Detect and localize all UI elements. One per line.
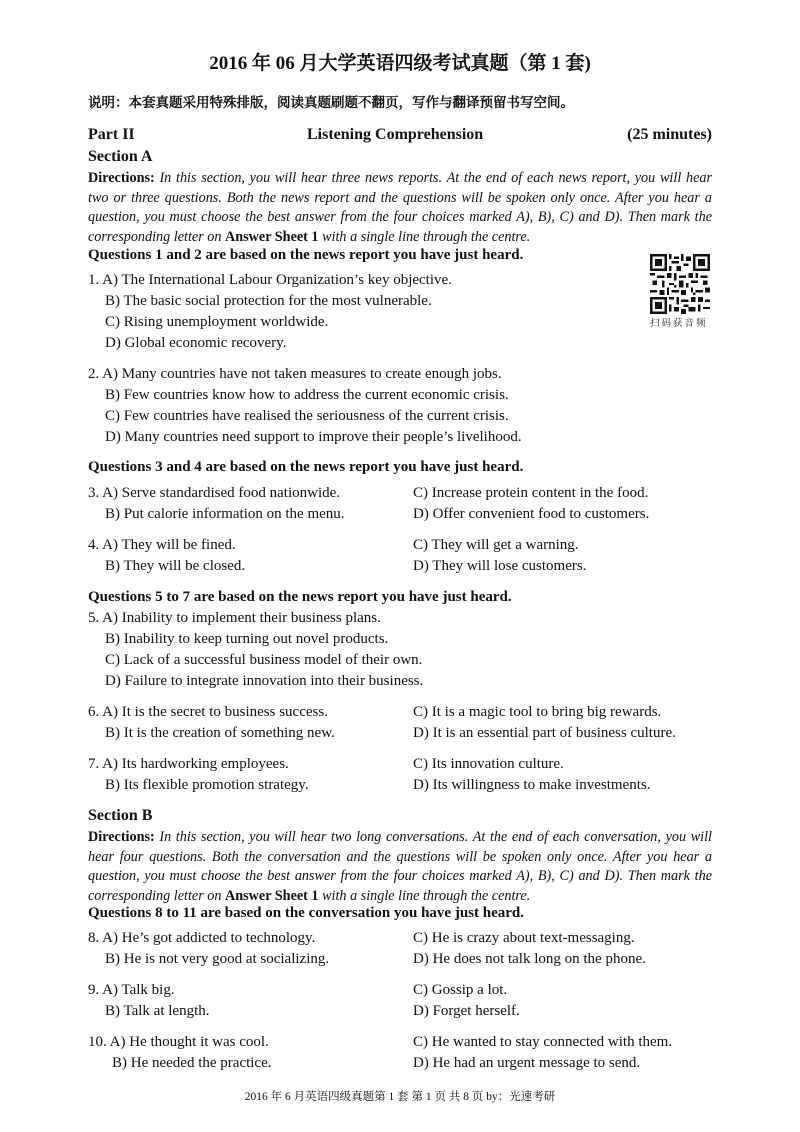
q8-option-d: D) He does not talk long on the phone.	[413, 951, 646, 967]
q9-option-c: C) Gossip a lot.	[413, 982, 508, 998]
q9-option-a: 9. A) Talk big.	[88, 982, 175, 998]
q7-option-c: C) Its innovation culture.	[413, 756, 564, 772]
q10-option-a: 10. A) He thought it was cool.	[88, 1034, 269, 1050]
q6-option-c: C) It is a magic tool to bring big rewards.	[413, 704, 662, 720]
q6-option-b: B) It is the creation of something new.	[105, 725, 335, 741]
q1-option-b: B) The basic social protection for the most vulnerable.	[105, 293, 432, 309]
question-group-heading: Questions 3 and 4 are based on the news report you have just heard.	[88, 459, 524, 475]
part-number: Part II	[88, 126, 135, 143]
q2-option-c: C) Few countries have realised the seriousness of the current crisis.	[105, 408, 509, 424]
directions-text: with a single line through the centre.	[322, 887, 531, 904]
section-b-title: Section B	[88, 807, 153, 824]
answer-sheet-label: Answer Sheet 1	[225, 887, 319, 904]
q2-option-a: 2. A) Many countries have not taken measures to create enough jobs.	[88, 366, 502, 382]
directions-text: hear two or three questions. Both the news report and the questions will be spoken only once. After	[88, 170, 713, 206]
q8-option-c: C) He is crazy about text-messaging.	[413, 930, 635, 946]
q2-option-d: D) Many countries need support to improve their people’s livelihood.	[105, 429, 522, 445]
q3-option-d: D) Offer convenient food to customers.	[413, 506, 650, 522]
part-name: Listening Comprehension	[307, 126, 484, 143]
q6-option-a: 6. A) It is the secret to business success.	[88, 704, 328, 720]
q2-option-b: B) Few countries know how to address the current economic crisis.	[105, 387, 509, 403]
directions-text: In this section, you will hear three news reports. At the end of each news report, you will	[159, 170, 682, 186]
directions-text: you hear a question, you must choose the best answer from the four choices marked A), B), C) and	[88, 189, 712, 225]
directions-text: D). Then mark the corresponding letter on	[88, 209, 713, 245]
answer-sheet-label: Answer Sheet 1	[225, 228, 319, 245]
q8-option-b: B) He is not very good at socializing.	[105, 951, 330, 967]
page-footer: 2016 年 6 月英语四级真题第 1 套 第 1 页 共 8 页 by：光速考研	[244, 1091, 556, 1103]
question-group-heading: Questions 1 and 2 are based on the news report you have just heard.	[88, 247, 524, 263]
q5-option-d: D) Failure to integrate innovation into their business.	[105, 673, 424, 689]
q7-option-a: 7. A) Its hardworking employees.	[88, 756, 289, 772]
q10-option-d: D) He had an urgent message to send.	[413, 1055, 641, 1071]
part-header	[88, 126, 712, 146]
layout-note: 说明：本套真题采用特殊排版，阅读真题刷题不翻页，写作与翻译预留书写空间。	[88, 95, 574, 110]
q7-option-d: D) Its willingness to make investments.	[413, 777, 651, 793]
q3-option-a: 3. A) Serve standardised food nationwide.	[88, 485, 341, 501]
directions-text: D). Then mark the corresponding letter on	[88, 868, 713, 904]
q5-option-a: 5. A) Inability to implement their business plans.	[88, 610, 381, 626]
q5-option-c: C) Lack of a successful business model of their own.	[105, 652, 423, 668]
question-group-heading: Questions 5 to 7 are based on the news report you have just heard.	[88, 589, 512, 605]
q7-option-b: B) Its flexible promotion strategy.	[105, 777, 309, 793]
q9-option-b: B) Talk at length.	[105, 1003, 210, 1019]
directions-text: In this section, you will hear two long conversations. At the end of each conversation,	[159, 829, 661, 845]
q4-option-b: B) They will be closed.	[105, 558, 246, 574]
q10-option-b: B) He needed the practice.	[112, 1055, 272, 1071]
q1-option-c: C) Rising unemployment worldwide.	[105, 314, 329, 330]
qr-code-icon	[650, 254, 710, 314]
q5-option-b: B) Inability to keep turning out novel products.	[105, 631, 389, 647]
part-time: (25 minutes)	[627, 126, 712, 143]
directions-text: you hear a question, you must choose the best answer from the four choices marked A), B), C) and	[88, 848, 712, 884]
q3-option-b: B) Put calorie information on the menu.	[105, 506, 345, 522]
question-group-heading: Questions 8 to 11 are based on the conversation you have just heard.	[88, 905, 524, 921]
qr-caption: 扫码获音频	[650, 318, 708, 329]
directions-label: Directions:	[88, 829, 155, 845]
q1-option-a: 1. A) The International Labour Organization’s key objective.	[88, 272, 452, 288]
section-a-directions	[88, 169, 712, 247]
section-a-title: Section A	[88, 148, 153, 165]
section-b-directions	[88, 828, 712, 906]
q10-option-c: C) He wanted to stay connected with them.	[413, 1034, 673, 1050]
directions-text: with a single line through the centre.	[322, 228, 531, 245]
directions-label: Directions:	[88, 170, 155, 186]
q3-option-c: C) Increase protein content in the food.	[413, 485, 649, 501]
q4-option-c: C) They will get a warning.	[413, 537, 579, 553]
q6-option-d: D) It is an essential part of business culture.	[413, 725, 676, 741]
q4-option-d: D) They will lose customers.	[413, 558, 587, 574]
directions-text: you will hear four questions. Both the conversation and the questions will be spoken only once. After	[88, 829, 712, 865]
q1-option-d: D) Global economic recovery.	[105, 335, 287, 351]
q4-option-a: 4. A) They will be fined.	[88, 537, 236, 553]
q8-option-a: 8. A) He’s got addicted to technology.	[88, 930, 316, 946]
page-title: 2016 年 06 月大学英语四级考试真题（第 1 套)	[209, 53, 591, 74]
q9-option-d: D) Forget herself.	[413, 1003, 520, 1019]
